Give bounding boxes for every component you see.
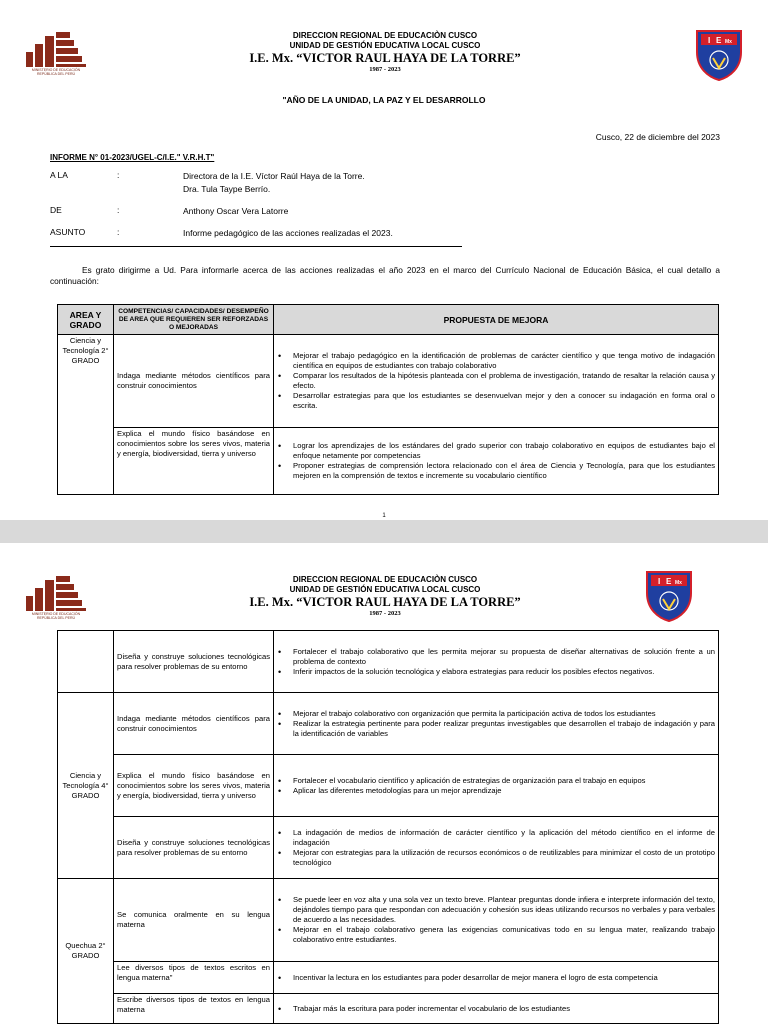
propuesta-item: • Desarrollar estrategias para que los estudiantes se desenvuelvan mejor y den a conocer su indagación en forma oral o escrita.: [277, 391, 715, 411]
propuesta-item: • Proponer estrategias de comprensión lectora relacionado con el área de Ciencia y Tecnología, para que los estudiantes mejoren en la comprensión de textos e incremente su vocabulario científico: [277, 461, 715, 481]
propuesta-item: • La indagación de medios de información de carácter científico y la aplicación del método científico en el informe de indagación: [277, 828, 715, 848]
propuesta-cell: [274, 428, 719, 495]
meta-colon: :: [117, 170, 120, 180]
propuesta-item: • Mejorar el trabajo pedagógico en la identificación de problemas de carácter científico y que tenga motivo de indagación científica en equipos de estudiantes con trabajo colaborativo: [277, 351, 715, 371]
meta-value: Anthony Oscar Vera Latorre: [183, 206, 289, 216]
propuesta-cell: [274, 817, 719, 879]
propuesta-cell: [274, 693, 719, 755]
table-row: [58, 879, 719, 962]
shield-letter-mx: Mx: [725, 39, 732, 45]
intro-paragraph: Es grato dirigirme a Ud. Para informarle acerca de las acciones realizadas el año 2023 en el marco del Currículo Nacional de Educación Básica, el cual detallo a continuación:: [50, 265, 720, 286]
area-grade-cell-empty: [58, 631, 114, 693]
header-area: AREA Y GRADO: [58, 305, 114, 335]
logo-caption-1: MINISTERIO DE EDUCACIÓN: [31, 612, 81, 616]
propuesta-cell: [274, 994, 719, 1024]
propuesta-item: • Aplicar las diferentes metodologías para un mejor aprendizaje: [277, 786, 715, 796]
report-number: INFORME N° 01-2023/UGEL-C/I.E." V.R.H.T": [50, 153, 215, 162]
school-shield-icon: [644, 569, 694, 623]
table-row: [58, 994, 719, 1024]
meta-value: [183, 170, 503, 196]
meta-key: ASUNTO: [50, 227, 86, 237]
table-row: [58, 693, 719, 755]
table-row: [58, 962, 719, 994]
logo-caption-2: REPÚBLICA DEL PERÚ: [37, 616, 75, 620]
school-years: 1987 - 2023: [369, 66, 401, 73]
meta-key: A LA: [50, 170, 68, 180]
propuesta-cell: [274, 962, 719, 994]
logo-caption-1: MINISTERIO DE EDUCACIÓN: [31, 68, 81, 72]
header-line-1: DIRECCION REGIONAL DE EDUCACIÒN CUSCO: [292, 31, 478, 40]
school-shield-icon: [694, 28, 744, 82]
header-line-1: DIRECCION REGIONAL DE EDUCACIÒN CUSCO: [292, 575, 478, 584]
shield-letter-i: I: [658, 577, 661, 586]
header-competencias: COMPETENCIAS/ CAPACIDADES/ DESEMPEÑO DE AREA QUE REQUIEREN SER REFORZADAS O MEJORADAS: [114, 305, 274, 335]
table-header-row: [58, 305, 719, 335]
header-propuesta: PROPUESTA DE MEJORA: [274, 305, 719, 335]
meta-key: DE: [50, 205, 62, 215]
propuesta-item: • Inferir impactos de la solución tecnológica y elabora estrategias para reducir los posibles efectos negativos.: [277, 667, 715, 677]
table-row: [58, 817, 719, 879]
ministry-logo: [26, 32, 90, 78]
school-name: I.E. Mx. “VICTOR RAUL HAYA DE LA TORRE”: [249, 595, 521, 609]
shield-letter-e: E: [666, 577, 672, 586]
improvement-table: [57, 304, 719, 495]
page-number: 1: [382, 513, 386, 519]
table-row: [58, 755, 719, 817]
propuesta-item: • Trabajar más la escritura para poder incrementar el vocabulario de los estudiantes: [277, 1004, 715, 1014]
area-grade-cell: Quechua 2° GRADO: [58, 879, 114, 1024]
school-name: I.E. Mx. “VICTOR RAUL HAYA DE LA TORRE”: [249, 51, 521, 65]
table-row: [58, 428, 719, 495]
meta-value-line: Directora de la I.E. Víctor Raúl Haya de la Torre.: [183, 171, 365, 181]
propuesta-item: • Realizar la estrategia pertinente para poder realizar preguntas investigables que desarrollen el trabajo de indagación y para la identificación de variables: [277, 719, 715, 739]
table-row: [58, 335, 719, 428]
propuesta-item: • Lograr los aprendizajes de los estándares del grado superior con trabajo colaborativo en equipos de estudiantes bajo el enfoque netamente por competencias: [277, 441, 715, 461]
area-grade-cell: Ciencia y Tecnología 2° GRADO: [58, 335, 114, 495]
meta-colon: :: [117, 205, 120, 215]
shield-letter-mx: Mx: [675, 580, 682, 586]
propuesta-item: • Se puede leer en voz alta y una sola vez un texto breve. Plantear preguntas donde infiera e interprete información del texto, dejándoles tiempo para que respondan con adecuación y cohesión sus ideas utilizando recursos no verbales y para verbales de acuerdo a las necesidades.: [277, 895, 715, 925]
area-grade-cell: Ciencia y Tecnología 4° GRADO: [58, 693, 114, 879]
table-row: [58, 631, 719, 693]
competencia-cell: Diseña y construye soluciones tecnológicas para resolver problemas de su entorno: [114, 817, 274, 879]
document-date: Cusco, 22 de diciembre del 2023: [595, 132, 720, 142]
propuesta-item: • Mejorar con estrategias para la utilización de recursos económicos o de reutilizables para minimizar el costo de un prototipo tecnológico: [277, 848, 715, 868]
shield-letter-e: E: [716, 36, 722, 45]
competencia-cell: Diseña y construye soluciones tecnológicas para resolver problemas de su entorno: [114, 631, 274, 693]
propuesta-item: • Mejorar el trabajo colaborativo con organización que permita la participación activa de todos los estudiantes: [277, 709, 715, 719]
competencia-cell: Se comunica oralmente en su lengua materna: [114, 879, 274, 962]
shield-letter-i: I: [708, 36, 711, 45]
ministry-logo: [26, 576, 90, 622]
competencia-cell: Lee diversos tipos de textos escritos en lengua materna": [114, 962, 274, 994]
competencia-cell: Indaga mediante métodos científicos para construir conocimientos: [114, 693, 274, 755]
logo-caption: [24, 612, 88, 620]
propuesta-item: • Fortalecer el trabajo colaborativo que les permita mejorar su propuesta de diseñar alternativas de solución frente a un problema de contexto: [277, 647, 715, 667]
logo-caption: [24, 68, 88, 76]
header-line-2: UNIDAD DE GESTIÓN EDUCATIVA LOCAL CUSCO: [289, 41, 481, 50]
propuesta-item: • Comparar los resultados de la hipótesis planteada con el problema de investigación, tratando de resaltar la relación causa y efecto.: [277, 371, 715, 391]
divider: [50, 246, 462, 247]
competencia-cell: Escribe diversos tipos de textos en lengua materna: [114, 994, 274, 1024]
competencia-cell: Explica el mundo físico basándose en conocimientos sobre los seres vivos, materia y energía, biodiversidad, tierra y universo: [114, 755, 274, 817]
school-years: 1987 - 2023: [369, 610, 401, 617]
meta-colon: :: [117, 227, 120, 237]
propuesta-cell: [274, 879, 719, 962]
meta-value: Informe pedagógico de las acciones realizadas el 2023.: [183, 228, 393, 238]
propuesta-cell: [274, 631, 719, 693]
improvement-table-continued: [57, 630, 719, 1024]
propuesta-cell: [274, 755, 719, 817]
year-motto: "AÑO DE LA UNIDAD, LA PAZ Y EL DESARROLLO: [282, 95, 486, 105]
propuesta-item: • Incentivar la lectura en los estudiantes para poder desarrollar de mejor manera el logro de esta competencia: [277, 973, 715, 983]
header-line-2: UNIDAD DE GESTIÓN EDUCATIVA LOCAL CUSCO: [289, 585, 481, 594]
propuesta-item: • Mejorar en el trabajo colaborativo genera las exigencias comunicativas todo en su lengua mater, realizando trabajo colaborativo entre estudiantes.: [277, 925, 715, 945]
propuesta-cell: [274, 335, 719, 428]
document-page-2: [0, 543, 768, 1024]
competencia-cell: Indaga mediante métodos científicos para construir conocimientos: [114, 335, 274, 428]
logo-caption-2: REPÚBLICA DEL PERÚ: [37, 72, 75, 76]
propuesta-item: • Fortalecer el vocabulario científico y aplicación de estrategias de organización para el trabajo en equipos: [277, 776, 715, 786]
meta-value-line: Dra. Tula Taype Berrío.: [183, 184, 271, 194]
competencia-cell: Explica el mundo físico basándose en conocimientos sobre los seres vivos, materia y energía, biodiversidad, tierra y universo: [114, 428, 274, 495]
